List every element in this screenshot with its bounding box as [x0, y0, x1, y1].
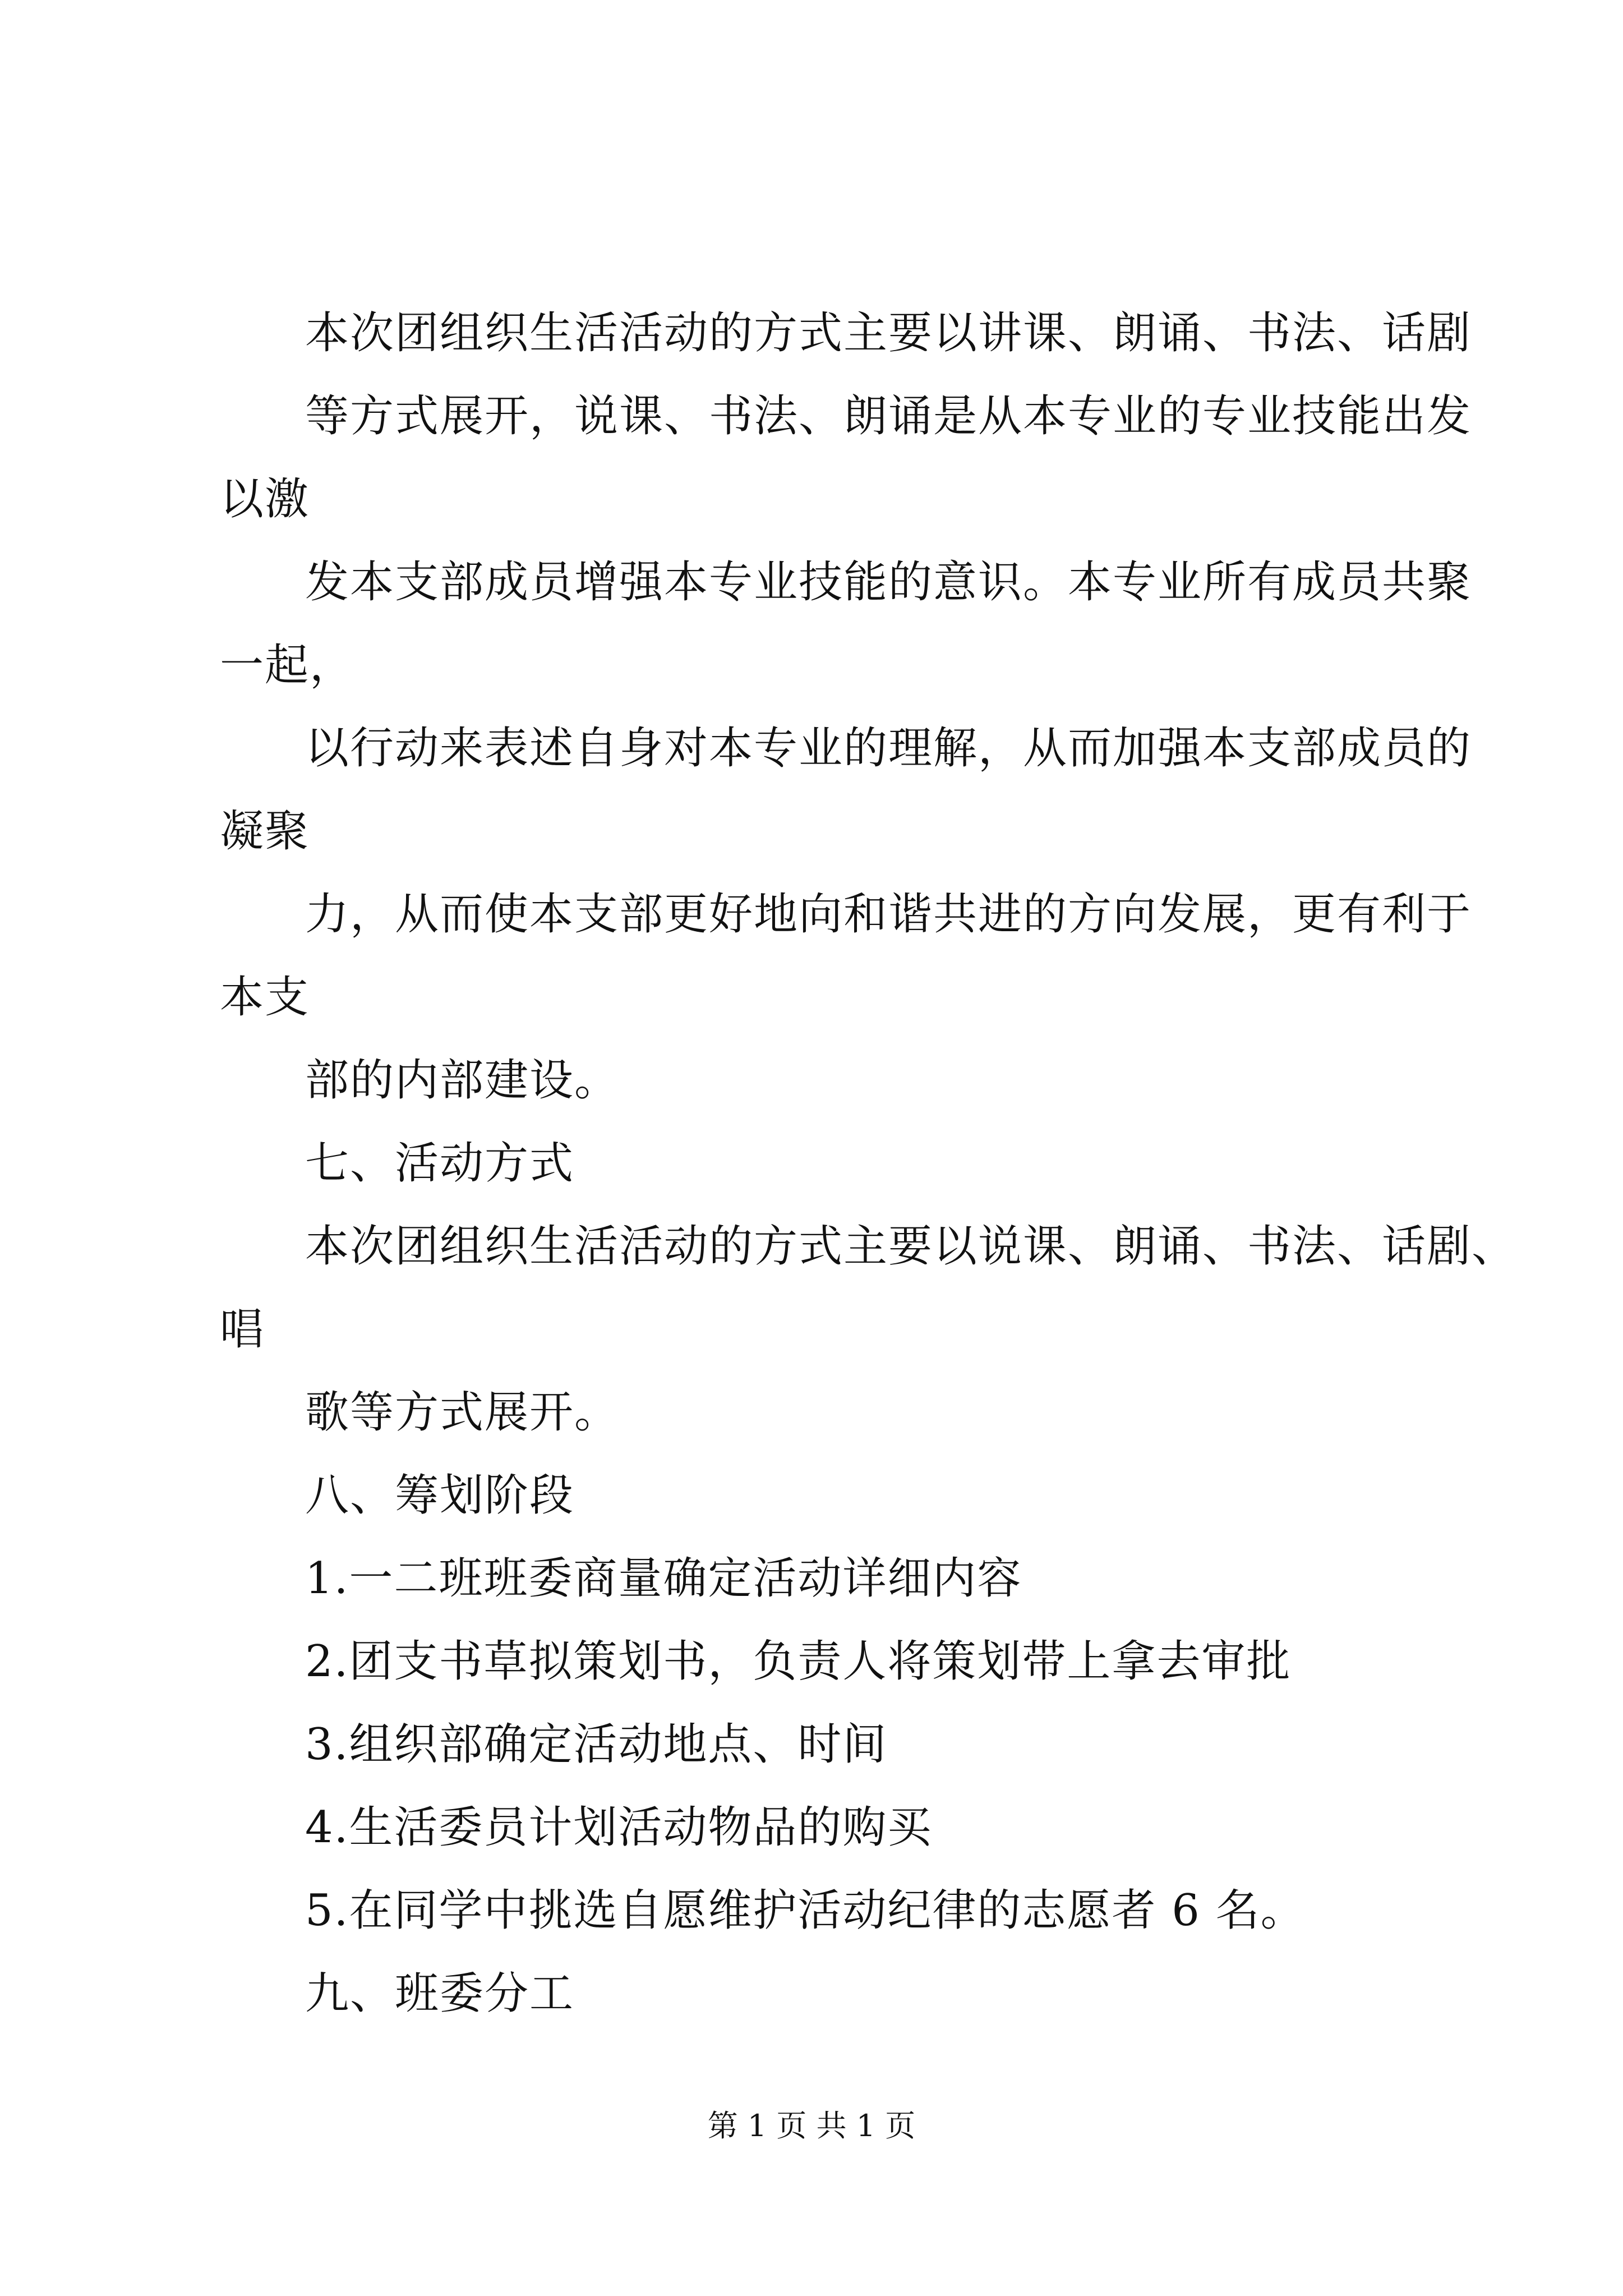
page-footer: 第 1 页 共 1 页 — [707, 2108, 916, 2143]
body-line: 部的内部建设。 — [305, 1055, 620, 1106]
body-line: 歌等方式展开。 — [305, 1387, 620, 1438]
body-line: 以激 — [220, 474, 310, 524]
list-item: 4.生活委员计划活动物品的购买 — [305, 1802, 933, 1853]
body-line: 等方式展开，说课、书法、朗诵是从本专业的专业技能出发 — [305, 391, 1472, 441]
list-item: 2.团支书草拟策划书，负责人将策划带上拿去审批 — [305, 1636, 1292, 1687]
body-line: 本次团组织生活活动的方式主要以说课、朗诵、书法、话剧、 — [305, 1221, 1517, 1272]
section-heading: 七、活动方式 — [305, 1138, 575, 1189]
document-body — [220, 292, 1517, 2035]
list-item: 5.在同学中挑选自愿维护活动纪律的志愿者 6 名。 — [305, 1885, 1306, 1936]
body-line: 凝聚 — [220, 806, 310, 857]
list-item: 3.组织部确定活动地点、时间 — [305, 1719, 888, 1770]
body-line: 本支 — [220, 972, 310, 1023]
body-line: 发本支部成员增强本专业技能的意识。本专业所有成员共聚 — [305, 557, 1472, 608]
body-line: 本次团组织生活活动的方式主要以讲课、朗诵、书法、话剧 — [305, 308, 1472, 358]
list-item: 1.一二班班委商量确定活动详细内容 — [305, 1553, 1022, 1604]
body-line: 力，从而使本支部更好地向和谐共进的方向发展，更有利于 — [305, 889, 1472, 940]
section-heading: 九、班委分工 — [305, 1968, 575, 2019]
section-heading: 八、筹划阶段 — [305, 1470, 575, 1521]
body-line: 一起， — [220, 640, 355, 691]
body-line: 以行动来表述自身对本专业的理解，从而加强本支部成员的 — [305, 723, 1472, 774]
body-line: 唱 — [220, 1304, 265, 1355]
